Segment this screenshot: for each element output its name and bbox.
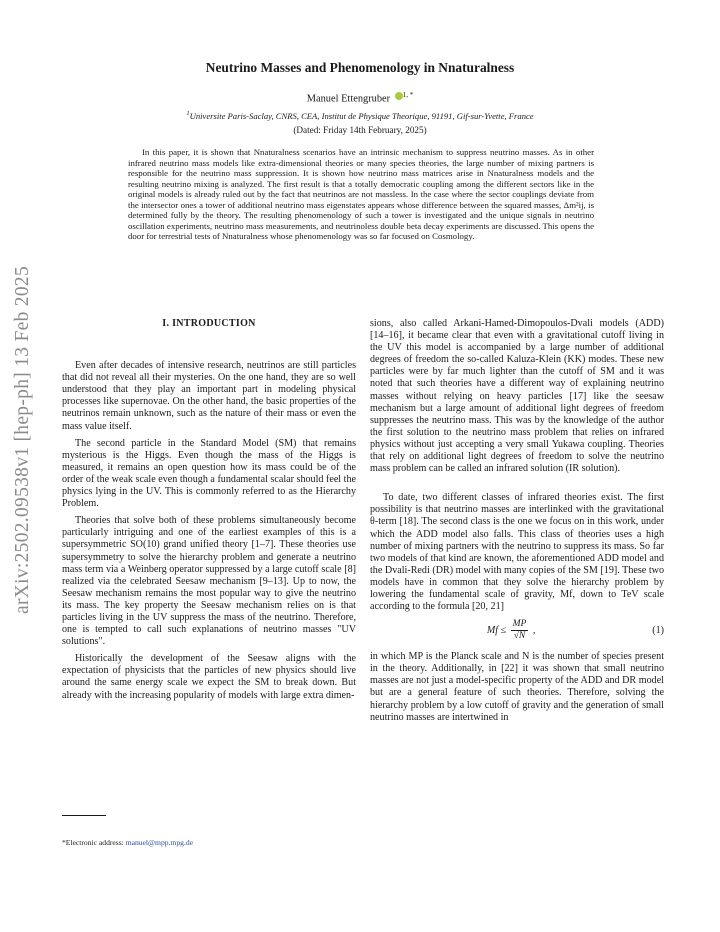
equation-label: (1) [652,624,664,636]
affiliation: Universite Paris-Saclay, CNRS, CEA, Institut de Physique Theorique, 91191, Gif-sur-Yvette, France [189,110,534,121]
author-line [0,91,720,104]
intro-paragraph-5: sions, also called Arkani-Hamed-Dimopoulos-Dvali models (ADD) [14–16], it became clear that even with a gravitational cutoff living in the UV this model is accompanied by a large number of additional degrees of freedom the so-called Kaluza-Klein (KK) modes. These new particles were by far much lighter than the cutoff of SM and it was noted that such theories have a different way of explaining neutrino masses without relying on heavy particles [17] like the seesaw mechanism but a large amount of additional light degrees of freedom suppresses the neutrino mass. This was by the knowledge of the author the first solution to the neutrino mass problem that relies on infrared physics without just accepting a very small Yukawa coupling. Theories that rely on additional light degrees of freedom to solve the neutrino mass problem can be called an infrared solution (IR solution). [370,318,664,475]
affiliation-line [0,110,720,121]
equation-lhs: Mf ≤ [486,624,507,636]
abstract [128,147,594,242]
equation-body [370,619,652,642]
equation-1 [370,619,664,642]
intro-paragraph-7: in which MP is the Planck scale and N is the number of species present in the theory. Additionally, in [22] it was shown that small neutrino masses are not just a model-specific property of the ADD and DR model but are a general feature of such theories. Therefore, solving the hierarchy problem by a low cutoff of gravity and the generation of small neutrino masses are intertwined in [370,651,664,723]
abstract-text: In this paper, it is shown that Nnaturalness scenarios have an intrinsic mechanism to suppress neutrino masses. As in other infrared neutrino mass models like extra-dimensional theories or many species theories, the large number of mixing partners is responsible for the neutrino mass suppression. It is shown how neutrino mass matrices arise in Nnaturalness models and the resulting neutrino mixing is analyzed. The first result is that a totally democratic coupling among the different sectors like in the original models is already ruled out by the fact that neutrinos are not massless. In the case where the sector couplings deviate from the intersector ones a tower of additional neutrino mass eigenstates appears whose difference between the squared masses, Δm²ij, is determined fully by the theory. The resulting phenomenology of such a tower is investigated and the unique signals in neutrino oscillation experiments, neutrino mass measurements, and neutrinoless double beta decay experiments are discussed. This opens the door for terrestrial tests of Nnaturalness whose phenomenology was so far focused on Cosmology. [128,147,594,241]
affiliation-mark: 1 [186,110,190,117]
email-link[interactable]: manuel@mpp.mpg.de [125,838,193,847]
equation-numerator: MP [512,619,527,630]
equation-fraction [511,619,529,642]
author-marks: 1, * [402,91,414,99]
section-heading: I. INTRODUCTION [162,318,256,329]
date-line: (Dated: Friday 14th February, 2025) [293,125,427,135]
footnote-rule [62,815,106,816]
intro-paragraph-6: To date, two different classes of infrared theories exist. The first possibility is that neutrino masses are interlinked with the gravitational θ-term [18]. The second class is the one we focus on in this work, under which the ADD model also falls. This class of theories uses a high number of mixing partners with the neutrino to suppress its mass. So far two models of that kind are known, the aforementioned ADD model and the Dvali-Redi (DR) model with many copies of the SM [19]. These two models have in common that they solve the hierarchy problem by lowering the fundamental scale of gravity, Mf, down to TeV scale according to the formula [20, 21] [370,492,664,613]
arxiv-identifier-sidebar[interactable] [4,240,42,640]
footnote [62,838,193,847]
paper-title: Neutrino Masses and Phenomenology in Nnaturalness [205,60,515,75]
footnote-label: *Electronic address: [62,838,126,847]
intro-paragraph-1: Even after decades of intensive research, neutrinos are still particles that did not reveal all their mysteries. On the one hand, they are so well understood that they play an important part in modeling physical processes like supernovae. On the other hand, the basic properties of the neutrinos remain unknown, such as the nature of their mass or even the mass value itself. [62,360,356,432]
arxiv-identifier[interactable]: arXiv:2502.09538v1 [hep-ph] 13 Feb 2025 [12,265,33,615]
intro-paragraph-4: Historically the development of the Seesaw aligns with the expectation of physicists that the particles of new physics should live around the same energy scale we expect the SM to break down. But already with the increasing popularity of models with large extra dimen- [62,653,356,701]
intro-paragraph-2: The second particle in the Standard Model (SM) that remains mysterious is the Higgs. Even though the mass of the Higgs is measured, it remains an open question how its mass could be of the order of the weak scale even though a fundamental scalar should feel the physics lying in the UV. This is commonly referred to as the Hierarchy Problem. [62,437,356,510]
orcid-icon[interactable] [395,92,403,100]
equation-tail: , [532,624,536,636]
left-column [62,318,356,707]
intro-paragraph-3: Theories that solve both of these problems simultaneously become particularly intriguing and one of the earliest examples of this is a supersymmetric SO(10) grand unified theory [1–7]. These theories use supersymmetry to solve the hierarchy problem and generate a neutrino mass term via a Weinberg operator suppressed by a large cutoff scale [8] realized via the celebrated Seesaw mechanism [9–13]. Up to now, the Seesaw mechanism remains the most popular way to give the neutrino its mass. The key property the Seesaw mechanism relies on is that particles living in the UV suppress the mass of the neutrino. Therefore, one is tempted to call such explanations of neutrino masses "UV solutions". [62,515,356,648]
equation-denominator: √N [513,631,526,642]
author-name: Manuel Ettengruber [306,93,391,105]
right-column [370,318,664,729]
